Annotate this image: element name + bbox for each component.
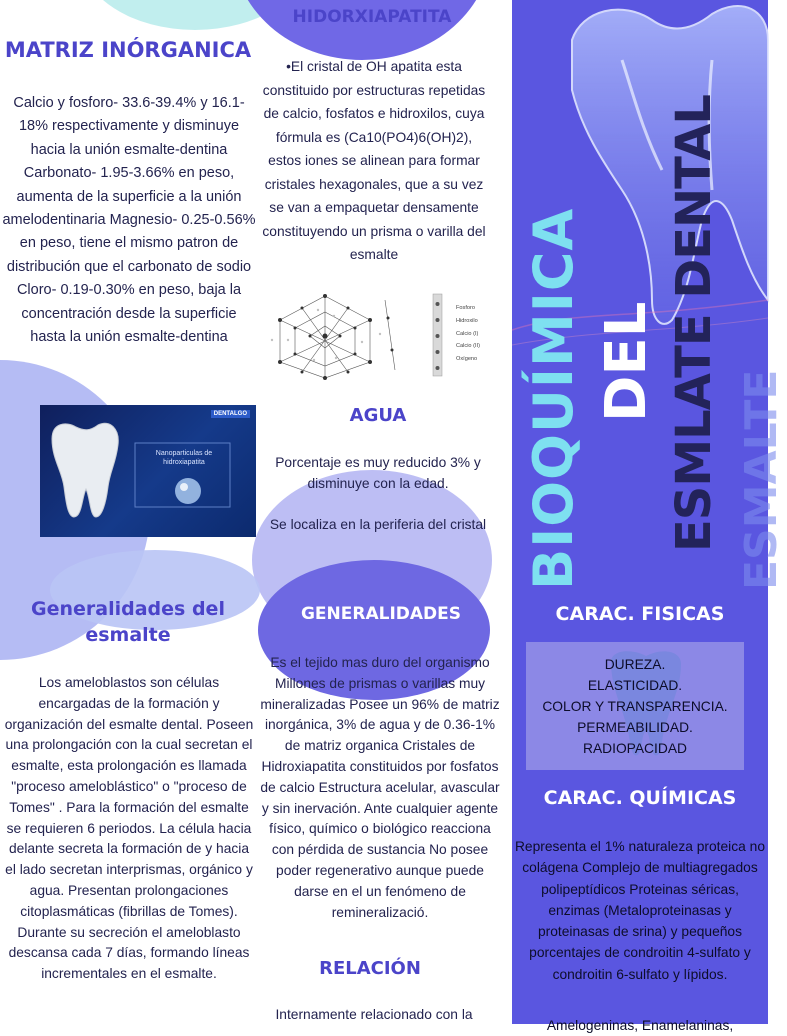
vertical-ghost-esmalte: ESMALTE xyxy=(736,369,787,590)
fisica-item-elasticidad: ELASTICIDAD. xyxy=(587,678,683,693)
legend-calcio-1: Calcio (I) xyxy=(456,330,479,337)
fisica-item-radiopacidad: RADIOPACIDAD xyxy=(582,741,687,756)
legend-fosforo: Fosforo xyxy=(456,305,475,311)
carac-quimicas-text: Representa el 1% naturaleza proteica no colágena Complejo de multiagregados polipeptídicos Proteinas séricas, enzimas (Metaloproteinasas y proteinasas de srina) y pequeños porcentajes de condroitin 4-sulfato y condroitin 6-sulfato y lípidos. xyxy=(514,839,766,982)
generalidades-text: Es el tejido mas duro del organismo Millones de prismas o varillas muy mineralizadas Posee un 96% de matriz inorgánica, 3% de agua y de 0.36-1% de matriz organica Cristales de Hidroxiapatita constituidos por fosfatos de calcio Estructura acelular, avascular y sin inervación. Ante cualquier agente físico, químico o biológico reacciona con pérdida de sustancia No posee poder regenerativo aunque puede darse en el un fenómeno de remineralizació. xyxy=(260,655,500,920)
matriz-inorganica-title: MATRIZ INÓRGANICA xyxy=(4,38,252,62)
right-panel xyxy=(512,0,787,1033)
vertical-title-del: DEL xyxy=(594,301,659,422)
legend-oxigeno: Oxígeno xyxy=(456,356,478,363)
agua-text-2: Se localiza en la periferia del cristal xyxy=(269,517,487,532)
crystal-structure-diagram xyxy=(270,290,490,382)
carac-fisicas-box xyxy=(526,642,744,770)
carac-quimicas-text-more: Amelogeninas, Enamelaninas, xyxy=(546,1018,734,1033)
vertical-title-esmalte-dental: ESMLATE DENTAL xyxy=(666,95,722,552)
generalidades-title: GENERALIDADES xyxy=(300,604,462,624)
generalidades-esmalte-title: Generalidades del esmalte xyxy=(31,598,225,646)
generalidades-esmalte-text: Los ameloblastos son células encargadas de la formación y organización del esmalte dental. Poseen una prolongación con la cual secretan el esmalte, esta prolongación es llamada "proceso ameloblástico" o "proceso de Tomes" . Para la formación del esmalte se requieren 6 periodos. La célula hacia delante secreta la formación de y hacia el lado secretan interprismas, orgánico y agua. Presentan prolongaciones citoplasmáticas (fibrillas de Tomes). Durante su secreción el ameloblasto descansa cada 7 días, formando líneas incrementales en el esmalte. xyxy=(4,675,254,982)
fisica-item-dureza: DUREZA. xyxy=(604,657,666,672)
hidroxiapatita-title: HIDORXIAPATITA xyxy=(292,7,452,27)
nanoparticle-image xyxy=(40,405,256,537)
carac-fisicas-title: CARAC. FISICAS xyxy=(555,603,725,625)
hidroxiapatita-text: •El cristal de OH apatita esta constituido por estructuras repetidas de calcio, fosfatos e hidroxilos, cuya fórmula es (Ca10(PO4)6(OH)2), estos iones se alinean para formar cristales hexagonales, que a su vez se van a empaquetar densamente constituyendo un prisma o varilla del esmalte xyxy=(262,59,486,262)
crystal-legend xyxy=(456,302,496,366)
relacion-title: RELACIÓN xyxy=(319,958,421,979)
relacion-text: Internamente relacionado con la xyxy=(275,1007,473,1022)
vertical-title-bioquimica: BIOQUÍMICA xyxy=(522,207,585,590)
carac-fisicas-list xyxy=(526,654,744,759)
fisica-item-permeabilidad: PERMEABILIDAD. xyxy=(577,720,693,735)
tooth-illustration xyxy=(40,405,256,537)
fisica-item-color: COLOR Y TRANSPARENCIA. xyxy=(542,699,728,714)
matriz-inorganica-text: Calcio y fosforo- 33.6-39.4% y 16.1-18% respectivamente y disminuye hacia la unión esmalte-dentina Carbonato- 1.95-3.66% en peso, aumenta de la superficie a la unión amelodentinaria Magnesio- 0.25-0.56% en peso, tiene el mismo patron de distribución que el carbonato de sodio Cloro- 0.19-0.30% en peso, baja la concentración desde la superficie hasta la unión esmalte-dentina xyxy=(2,95,256,346)
carac-quimicas-title: CARAC. QUÍMICAS xyxy=(543,787,737,809)
agua-text-1: Porcentaje es muy reducido 3% y disminuye con la edad. xyxy=(275,455,481,491)
legend-calcio-2: Calcio (II) xyxy=(456,343,480,350)
legend-hidroxilo: Hidroxilo xyxy=(456,317,478,324)
image-brand-label: DENTALGO xyxy=(211,410,250,418)
image-caption: Nanoparticulas de hidroxiapatita xyxy=(155,450,213,466)
agua-title: AGUA xyxy=(349,405,407,426)
